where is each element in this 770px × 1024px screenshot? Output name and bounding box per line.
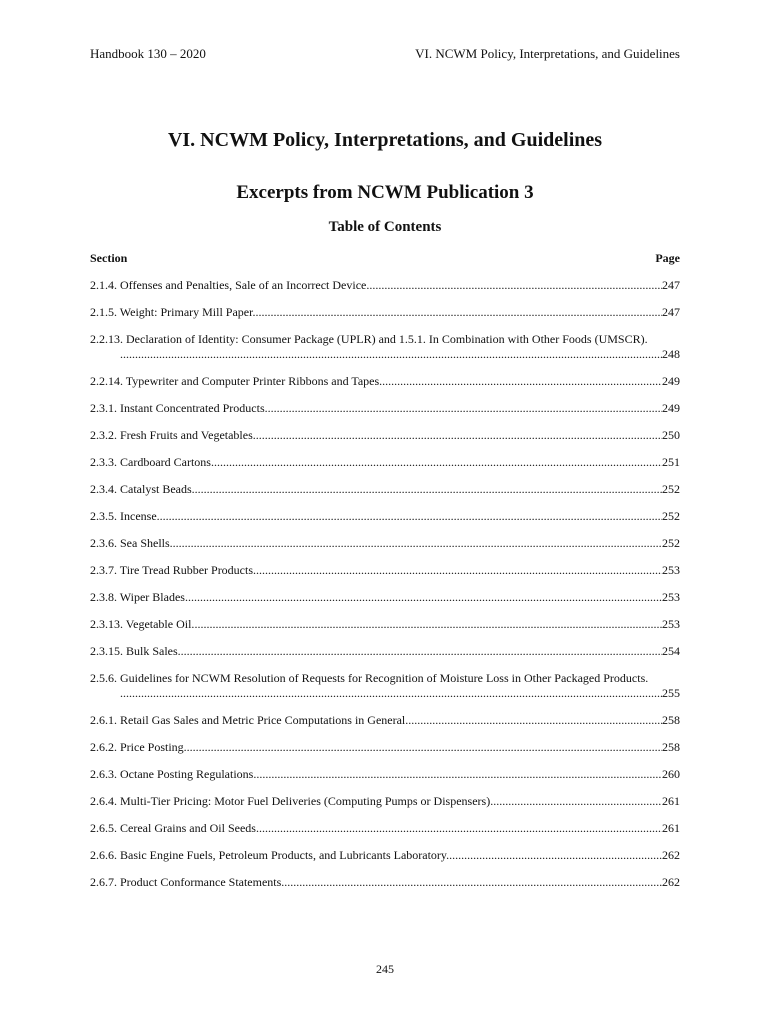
toc-entry-title: 2.6.2. Price Posting. (90, 740, 187, 754)
toc-entry[interactable] (90, 374, 680, 389)
dot-leader (195, 482, 662, 497)
toc-entry-page: 261 (662, 821, 680, 835)
toc-entry[interactable] (90, 536, 680, 551)
toc-entry[interactable] (90, 875, 680, 890)
toc-entry-page: 252 (662, 509, 680, 523)
toc-entry-page: 258 (662, 740, 680, 754)
table-of-contents (90, 278, 680, 902)
dot-leader (268, 401, 662, 416)
toc-entry-title: 2.6.7. Product Conformance Statements. (90, 875, 285, 889)
toc-entry-title: 2.3.15. Bulk Sales. (90, 644, 181, 658)
toc-entry-page: 252 (662, 482, 680, 496)
toc-entry-page: 262 (662, 848, 680, 862)
toc-entry-page: 248 (662, 347, 680, 361)
toc-entry-title: 2.6.5. Cereal Grains and Oil Seeds. (90, 821, 259, 835)
dot-leader (408, 713, 662, 728)
toc-entry-page: 254 (662, 644, 680, 658)
toc-entry[interactable] (90, 482, 680, 497)
toc-entry-title: 2.3.2. Fresh Fruits and Vegetables. (90, 428, 256, 442)
section-column-header: Section (90, 251, 128, 265)
toc-entry[interactable] (90, 332, 680, 362)
dot-leader (194, 617, 662, 632)
dot-leader (284, 875, 662, 890)
toc-entry[interactable] (90, 713, 680, 728)
toc-entry-page: 260 (662, 767, 680, 781)
toc-entry-title: 2.1.4. Offenses and Penalties, Sale of an Incorrect Device. (90, 278, 370, 292)
toc-entry-title: 2.3.1. Instant Concentrated Products. (90, 401, 268, 415)
toc-entry-title: 2.3.8. Wiper Blades. (90, 590, 188, 604)
dot-leader (493, 794, 662, 809)
toc-entry-page: 255 (662, 686, 680, 700)
toc-entry[interactable] (90, 644, 680, 659)
toc-entry-page: 253 (662, 563, 680, 577)
toc-entry-title: 2.6.3. Octane Posting Regulations. (90, 767, 257, 781)
dot-leader (120, 686, 662, 701)
toc-entry[interactable] (90, 401, 680, 416)
toc-entry-page: 249 (662, 374, 680, 388)
toc-entry-page: 253 (662, 590, 680, 604)
toc-entry[interactable] (90, 821, 680, 836)
toc-entry-title: 2.1.5. Weight: Primary Mill Paper. (90, 305, 256, 319)
toc-entry-page: 252 (662, 536, 680, 550)
toc-entry[interactable] (90, 740, 680, 755)
toc-entry[interactable] (90, 767, 680, 782)
dot-leader (255, 305, 662, 320)
toc-entry[interactable] (90, 305, 680, 320)
toc-entry[interactable] (90, 278, 680, 293)
dot-leader (188, 590, 662, 605)
dot-leader (259, 821, 662, 836)
dot-leader (369, 278, 662, 293)
header-chapter: VI. NCWM Policy, Interpretations, and Guidelines (415, 46, 680, 61)
toc-entry-page: 261 (662, 794, 680, 808)
toc-entry[interactable] (90, 794, 680, 809)
dot-leader (173, 536, 662, 551)
document-subtitle: Excerpts from NCWM Publication 3 (236, 182, 534, 203)
dot-leader (187, 740, 662, 755)
dot-leader (120, 347, 662, 362)
dot-leader (160, 509, 662, 524)
toc-entry[interactable] (90, 671, 680, 701)
dot-leader (256, 767, 662, 782)
toc-entry-title: 2.3.6. Sea Shells. (90, 536, 173, 550)
toc-entry-page: 258 (662, 713, 680, 727)
toc-entry-title: 2.3.4. Catalyst Beads. (90, 482, 195, 496)
toc-entry[interactable] (90, 590, 680, 605)
dot-leader (449, 848, 662, 863)
toc-heading: Table of Contents (328, 219, 442, 235)
toc-entry-title: 2.2.14. Typewriter and Computer Printer Ribbons and Tapes. (90, 374, 383, 388)
toc-entry-page: 262 (662, 875, 680, 889)
page-column-header: Page (655, 251, 680, 265)
toc-entry-page: 247 (662, 305, 680, 319)
dot-leader (214, 455, 662, 470)
toc-entry[interactable] (90, 563, 680, 578)
dot-leader (181, 644, 662, 659)
toc-entry-title: 2.6.6. Basic Engine Fuels, Petroleum Products, and Lubricants Laboratory. (90, 848, 450, 862)
dot-leader (256, 563, 662, 578)
toc-entry[interactable] (90, 455, 680, 470)
toc-entry-title: 2.2.13. Declaration of Identity: Consumer Package (UPLR) and 1.5.1. In Combination with Other Foods (UMSCR). (90, 332, 648, 346)
header-handbook: Handbook 130 – 2020 (90, 46, 206, 61)
toc-entry-page: 247 (662, 278, 680, 292)
toc-entry[interactable] (90, 428, 680, 443)
toc-entry-title: 2.3.5. Incense. (90, 509, 160, 523)
document-title: VI. NCWM Policy, Interpretations, and Guidelines (167, 129, 603, 151)
toc-entry-title: 2.6.1. Retail Gas Sales and Metric Price Computations in General. (90, 713, 409, 727)
toc-entry-title: 2.5.6. Guidelines for NCWM Resolution of Requests for Recognition of Moisture Loss in Other Packaged Products. (90, 671, 649, 685)
page-number: 245 (376, 962, 394, 976)
toc-entry[interactable] (90, 509, 680, 524)
toc-entry-page: 251 (662, 455, 680, 469)
toc-entry-title: 2.3.13. Vegetable Oil. (90, 617, 195, 631)
toc-entry-title: 2.3.7. Tire Tread Rubber Products. (90, 563, 257, 577)
toc-entry[interactable] (90, 617, 680, 632)
toc-entry-title: 2.3.3. Cardboard Cartons. (90, 455, 214, 469)
dot-leader (382, 374, 662, 389)
toc-entry[interactable] (90, 848, 680, 863)
toc-entry-page: 253 (662, 617, 680, 631)
toc-entry-page: 250 (662, 428, 680, 442)
dot-leader (256, 428, 662, 443)
toc-entry-page: 249 (662, 401, 680, 415)
toc-entry-title: 2.6.4. Multi-Tier Pricing: Motor Fuel Deliveries (Computing Pumps or Dispensers). (90, 794, 494, 808)
